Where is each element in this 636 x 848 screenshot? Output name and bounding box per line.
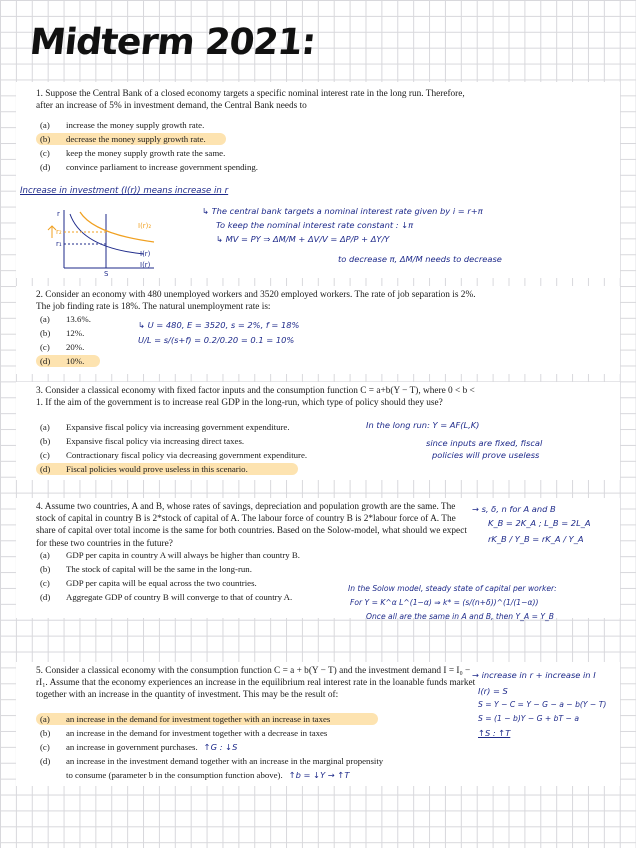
graph-y-label: r <box>57 210 60 218</box>
option-label: (a) <box>40 550 50 560</box>
option-text: Expansive fiscal policy via increasing government expenditure. <box>66 422 290 432</box>
q5-note-line4: S = (1 − b)Y − G + bT − a <box>478 714 579 723</box>
option-3a[interactable] <box>36 420 307 434</box>
option-text: an increase in the investment demand together with an increase in the marginal propensity <box>66 756 384 766</box>
option-label: (b) <box>40 134 51 144</box>
q4-note-line2: K_B = 2K_A ; L_B = 2L_A <box>488 518 591 528</box>
q5-note-line1: → increase in r + increase in I <box>472 670 596 680</box>
option-text: to consume (parameter b in the consumption function above). <box>66 770 283 780</box>
option-3d[interactable] <box>36 462 307 476</box>
option-label: (c) <box>40 742 50 752</box>
option-1c[interactable] <box>36 146 258 160</box>
option-label: (d) <box>40 592 51 602</box>
option-text: decrease the money supply growth rate. <box>66 134 206 144</box>
option-text: 12%. <box>66 328 85 338</box>
option-text: Aggregate GDP of country B will converge to that of country A. <box>66 592 293 602</box>
option-2a[interactable] <box>36 312 91 326</box>
question-1-text: 1. Suppose the Central Bank of a closed economy targets a specific nominal interest rate in the long run. Therefore, after an increase of 5% in investment demand, the Central Bank needs to <box>36 89 465 112</box>
option-label: (c) <box>40 148 50 158</box>
option-text: 20%. <box>66 342 85 352</box>
question-1-card <box>16 82 620 278</box>
option-text: GDP per capita will be equal across the two countries. <box>66 578 257 588</box>
option-label: (b) <box>40 728 51 738</box>
option-4d[interactable] <box>36 590 300 604</box>
graph-x-label: S <box>104 270 109 276</box>
option-text: Contractionary fiscal policy via decreasing government expenditure. <box>66 450 308 460</box>
q4-note-line5: For Y = K^α L^(1−α) ⇒ k* = (s/(n+δ))^(1/(1−α)) <box>350 598 539 607</box>
option-text: keep the money supply growth rate the same. <box>66 148 226 158</box>
q5-note-line5: ↑S : ↑T <box>478 728 511 738</box>
option-text: an increase in government purchases. <box>66 742 198 752</box>
q3-note-line1: In the long run: Y = AF(L,K) <box>366 420 480 430</box>
question-2-options <box>36 312 91 368</box>
shift-arrow <box>48 226 56 238</box>
option-2c[interactable] <box>36 340 91 354</box>
option-label: (d) <box>40 464 51 474</box>
option-label: (b) <box>40 436 51 446</box>
option-label: (d) <box>40 356 51 366</box>
option-label: (d) <box>40 756 51 766</box>
option-label: (b) <box>40 328 51 338</box>
investment-curve-old <box>70 214 144 254</box>
option-text: The stock of capital will be the same in the long-run. <box>66 564 252 574</box>
q1-note-line3: ↳ MV = PY ⇒ ΔM/M + ΔV/V = ΔP/P + ΔY/Y <box>216 234 390 244</box>
option-text: 13.6%. <box>66 314 91 324</box>
question-3-text: 3. Consider a classical economy with fixed factor inputs and the consumption function C = a+b(Y − T), where 0 < b < 1. If the aim of the government is to increase real GDP in the long-run, which type of policy should they use? <box>36 386 475 409</box>
q2-note-line1: ↳ U = 480, E = 3520, s = 2%, f = 18% <box>138 320 300 330</box>
option-label: (a) <box>40 314 50 324</box>
option-label: (a) <box>40 422 50 432</box>
q2-note-line2: U/L = s/(s+f) = 0.2/0.20 = 0.1 = 10% <box>138 335 295 345</box>
page-title: Midterm 2021: <box>27 22 318 63</box>
option-3c[interactable] <box>36 448 307 462</box>
option-5d[interactable] <box>36 754 383 768</box>
option-1b[interactable] <box>36 132 258 146</box>
q4-note-line6: Once all are the same in A and B, then Y_A = Y_B <box>366 612 555 621</box>
option-text: increase the money supply growth rate. <box>66 120 205 130</box>
loanable-funds-graph <box>34 204 184 276</box>
option-label: (c) <box>40 578 50 588</box>
option-5b[interactable] <box>36 726 383 740</box>
q5-note-line2: I(r) = S <box>478 686 508 696</box>
option-text: an increase in the demand for investment together with an increase in taxes <box>66 714 331 724</box>
question-4-options <box>36 548 300 604</box>
option-4a[interactable] <box>36 548 300 562</box>
graph-r2-label: r₂ <box>56 228 62 236</box>
option-1a[interactable] <box>36 118 258 132</box>
option-3b[interactable] <box>36 434 307 448</box>
option-5c[interactable] <box>36 740 383 754</box>
question-3-options <box>36 420 307 476</box>
option-1d[interactable] <box>36 160 258 174</box>
option-label: (d) <box>40 162 51 172</box>
option-label: (a) <box>40 120 50 130</box>
option-4c[interactable] <box>36 576 300 590</box>
question-5-card <box>16 662 620 786</box>
question-4-card <box>16 498 620 621</box>
q3-note-line3: policies will prove useless <box>432 450 540 460</box>
q1-note-line2: To keep the nominal interest rate constant : ↓π <box>216 220 414 230</box>
question-1-options <box>36 118 258 174</box>
q5d-note: ↑b = ↓Y → ↑T <box>288 770 350 780</box>
option-label: (a) <box>40 714 50 724</box>
graph-curve-old2-label: I(r) <box>140 261 151 269</box>
q5c-note: ↑G : ↓S <box>203 742 238 752</box>
option-5d-cont <box>36 768 383 782</box>
option-2b[interactable] <box>36 326 91 340</box>
option-4b[interactable] <box>36 562 300 576</box>
q5-note-line3: S = Y − C = Y − G − a − b(Y − T) <box>478 700 607 709</box>
q1-note-line4: to decrease π, ΔM/M needs to decrease <box>338 254 502 264</box>
option-label: (b) <box>40 564 51 574</box>
option-text: Expansive fiscal policy via increasing direct taxes. <box>66 436 245 446</box>
graph-curve-new-label: I(r)₂ <box>138 222 152 230</box>
question-5-options <box>36 712 383 782</box>
question-3-card <box>16 382 620 480</box>
option-label: (c) <box>40 342 50 352</box>
option-5a[interactable] <box>36 712 383 726</box>
option-text: Fiscal policies would prove useless in this scenario. <box>66 464 248 474</box>
q1-note-line1: ↳ The central bank targets a nominal interest rate given by i = r+π <box>202 206 483 216</box>
question-4-text: 4. Assume two countries, A and B, whose rates of savings, depreciation and population growth are the same. The stock of capital in country B is 2*stock of capital of A. The labour force of country B is 2*labour force of A. The share of capital over total income is the same for both countries. Based on the Solow-model, what should we expect for these two countries in the future? <box>36 502 467 549</box>
option-text: an increase in the demand for investment together with a decrease in taxes <box>66 728 328 738</box>
q4-note-line1: → s, δ, n for A and B <box>472 504 556 514</box>
option-text: GDP per capita in country A will always be higher than country B. <box>66 550 300 560</box>
option-label: (c) <box>40 450 50 460</box>
q3-note-line2: since inputs are fixed, fiscal <box>426 438 543 448</box>
q1-note-heading: Increase in investment (I(r)) means increase in r <box>20 186 229 196</box>
graph-r1-label: r₁ <box>56 240 62 248</box>
option-2d[interactable] <box>36 354 91 368</box>
q4-note-line3: rK_B / Y_B = rK_A / Y_A <box>488 534 584 544</box>
graph-curve-old-label: I(r) <box>140 250 151 258</box>
question-2-text: 2. Consider an economy with 480 unemployed workers and 3520 employed workers. The rate of job separation is 2%. The job finding rate is 18%. The natural unemployment rate is: <box>36 290 476 313</box>
q4-note-line4: In the Solow model, steady state of capital per worker: <box>348 584 557 593</box>
question-5-text: 5. Consider a classical economy with the consumption function C = a + b(Y − T) and the investment demand I = I₀ − rI₁. Assume that the economy experiences an increase in the equilibrium real interest rate in the loanable funds market together with an increase in the quantity of investment. This may be the result of: <box>36 666 476 701</box>
question-2-card <box>16 286 620 374</box>
option-text: 10%. <box>66 356 85 366</box>
option-text: convince parliament to increase government spending. <box>66 162 258 172</box>
